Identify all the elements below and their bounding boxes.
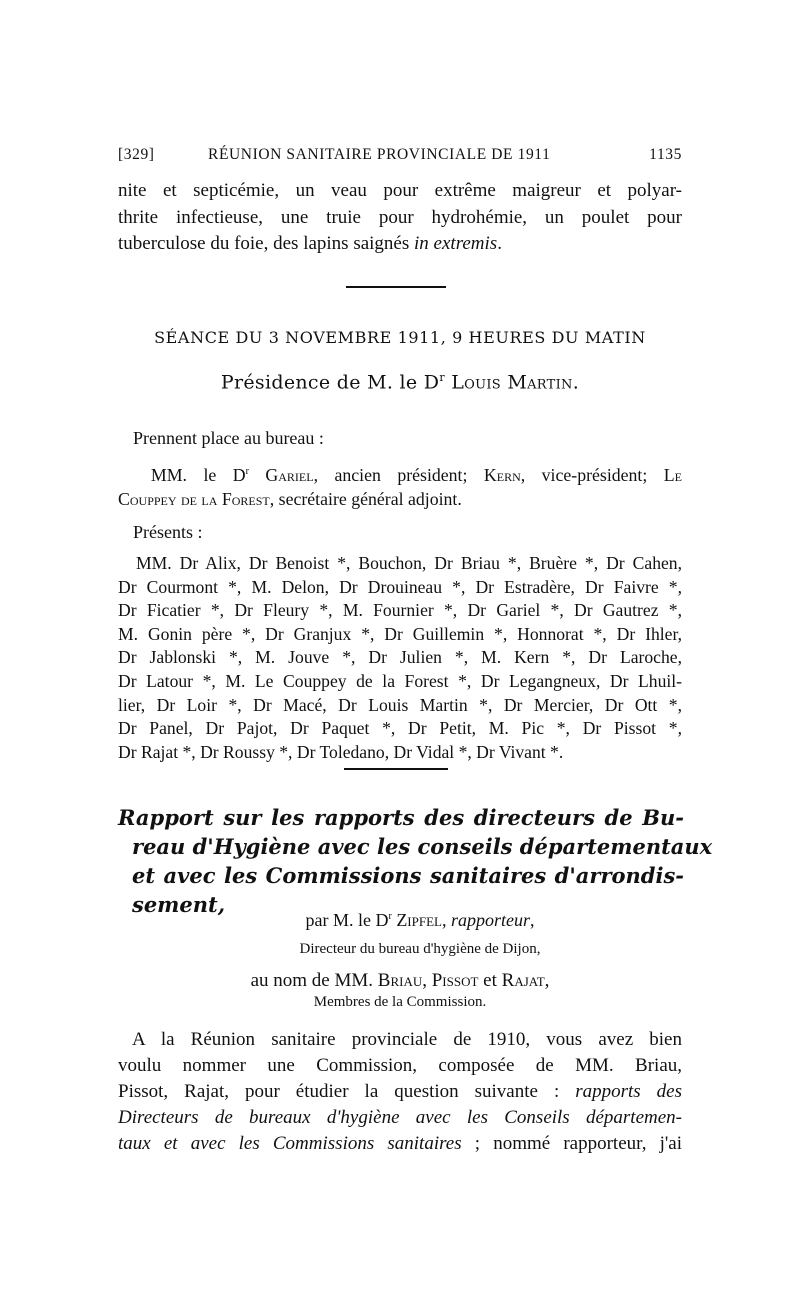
- closing-line-2: voulu nommer une Commission, composée de MM. Briau,: [118, 1055, 682, 1076]
- presents-label: Présents :: [133, 522, 203, 542]
- presents-line-6: Dr Latour *, M. Le Couppey de la Forest *, Dr Legangneux, Dr Lhuil-: [118, 670, 682, 691]
- bureau-label: Prennent place au bureau :: [133, 428, 324, 448]
- presents-line-3: Dr Ficatier *, Dr Fleury *, M. Fournier *, Dr Gariel *, Dr Gautrez *,: [118, 600, 682, 621]
- bureau-line-2: Couppey de la Forest, secrétaire général adjoint.: [118, 488, 462, 509]
- intro-paragraph: [118, 178, 682, 258]
- presents-line-9: Dr Rajat *, Dr Roussy *, Dr Toledano, Dr Vidal *, Dr Vivant *.: [118, 741, 564, 762]
- running-header: [118, 146, 682, 170]
- page-number: 1135: [649, 146, 682, 163]
- bureau-paragraph: [118, 460, 682, 511]
- report-title-line-1: Rapport sur les rapports des directeurs de Bu-: [118, 805, 684, 830]
- presents-line-8: Dr Panel, Dr Pajot, Dr Paquet *, Dr Petit, M. Pic *, Dr Pissot *,: [118, 718, 682, 739]
- membres-line: Membres de la Commission.: [313, 994, 487, 1010]
- closing-line-5: taux et avec les Commissions sanitaires ; nommé rapporteur, j'ai: [118, 1133, 682, 1154]
- presidence-line: Présidence de M. le $D^r$ Louis Martin.: [220, 371, 580, 394]
- presents-list: [118, 552, 682, 764]
- closing-paragraph: [118, 1027, 682, 1157]
- intro-line-1: nite et septicémie, un veau pour extrême maigreur et polyar-: [118, 180, 682, 201]
- report-title-line-3: et avec les Commissions sanitaires d'arrondis-: [132, 863, 684, 888]
- closing-line-4: Directeurs de bureaux d'hygiène avec les Conseils départemen-: [118, 1107, 682, 1128]
- closing-line-1: A la Réunion sanitaire provinciale de 1910, vous avez bien: [132, 1029, 682, 1050]
- section-divider: [346, 286, 446, 288]
- closing-line-3: Pissot, Rajat, pour étudier la question suivante : rapports des: [118, 1081, 682, 1102]
- bureau-line-1: MM. le $D^r$ Gariel, ancien président; Kern, vice-président; Le: [118, 464, 682, 485]
- presents-line-7: lier, Dr Loir *, Dr Macé, Dr Louis Martin *, Dr Mercier, Dr Ott *,: [118, 694, 682, 715]
- commission-members-line: au nom de MM. Briau, Pissot et Rajat,: [250, 970, 550, 991]
- presents-line-4: M. Gonin père *, Dr Granjux *, Dr Guillemin *, Honnorat *, Dr Ihler,: [118, 623, 682, 644]
- intro-line-3: tuberculose du foie, des lapins saignés in extremis.: [118, 233, 502, 254]
- report-title-line-2: reau d'Hygiène avec les conseils départementaux: [132, 834, 713, 859]
- rapporteur-line: par M. le $D^r$ Zipfel, rapporteur,: [305, 910, 535, 930]
- presents-line-2: Dr Courmont *, M. Delon, Dr Drouineau *, Dr Estradère, Dr Faivre *,: [118, 576, 682, 597]
- report-title: [118, 803, 713, 919]
- running-title: RÉUNION SANITAIRE PROVINCIALE DE 1911: [208, 146, 551, 163]
- page-bracket-number: [329]: [118, 146, 155, 163]
- intro-line-2: thrite infectieuse, une truie pour hydrohémie, un poulet pour: [118, 206, 682, 228]
- report-title-line-4: sement,: [132, 892, 226, 917]
- presents-line-1: MM. Dr Alix, Dr Benoist *, Bouchon, Dr Briau *, Bruère *, Dr Cahen,: [136, 553, 682, 573]
- section-divider-2: [344, 768, 448, 770]
- director-line: Directeur du bureau d'hygiène de Dijon,: [299, 941, 541, 957]
- presents-line-5: Dr Jablonski *, M. Jouve *, Dr Julien *, M. Kern *, Dr Laroche,: [118, 647, 682, 668]
- seance-heading: SÉANCE DU 3 NOVEMBRE 1911, 9 HEURES DU MATIN: [154, 328, 646, 347]
